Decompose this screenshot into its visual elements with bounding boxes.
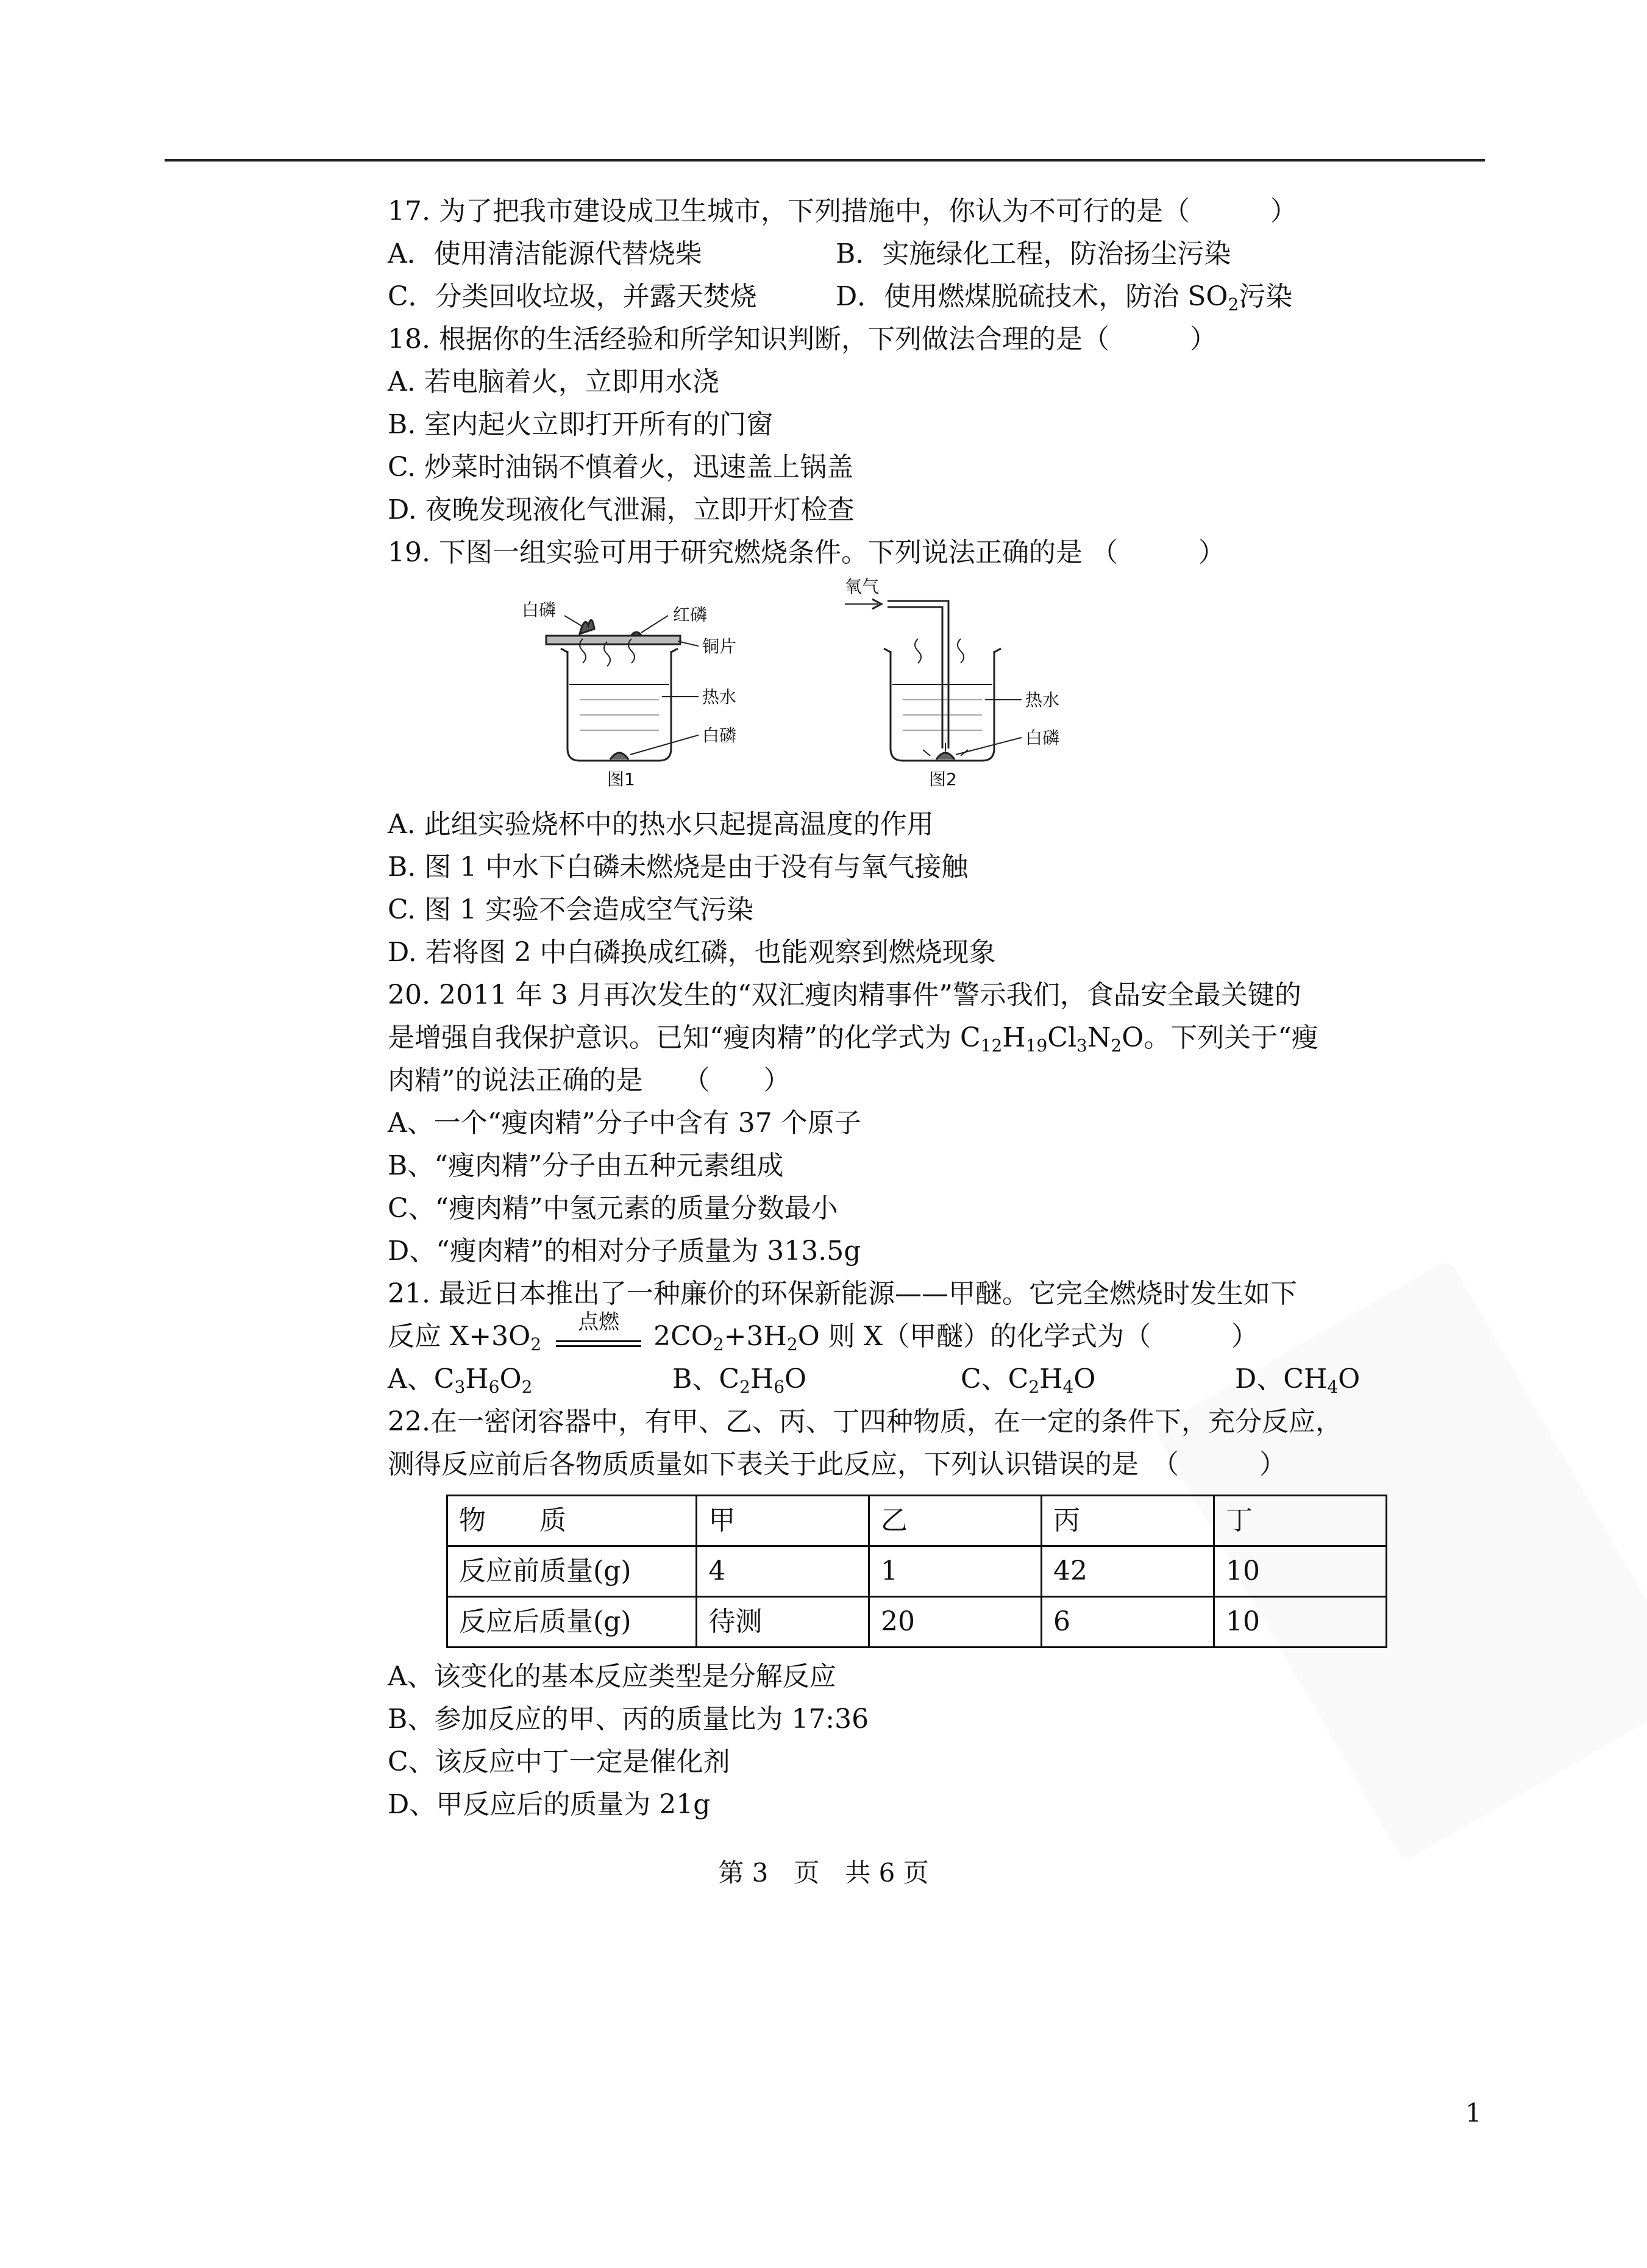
question-22-option-d: D、甲反应后的质量为 21g [388,1789,711,1820]
question-21-option-d: D、$CH_4O$ [1235,1363,1361,1397]
question-17 [388,190,1387,318]
burning-white-phosphorus [580,620,594,634]
reaction-condition-arrow [556,1309,641,1354]
question-20 [388,974,1387,1273]
table-cell: 42 [1041,1546,1214,1597]
question-17-option-c: C．分类回收垃圾，并露天焚烧 [388,281,757,312]
table-header-cell: 丁 [1214,1496,1386,1546]
table-cell: 4 [697,1546,869,1597]
question-22-option-c: C、该反应中丁一定是催化剂 [388,1746,730,1777]
table-cell: 待测 [697,1597,869,1648]
question-17-option-b: B．实施绿化工程，防治扬尘污染 [836,238,1231,269]
question-21 [388,1273,1387,1401]
header-rule [165,159,1485,162]
caption-figure-2: 图2 [929,769,957,789]
question-21-option-a: A、$C_3H_6O_2$ [388,1363,533,1397]
beaker-1 [567,651,671,761]
label-white-phosphorus-top: 白磷 [522,600,557,620]
question-18-stem: 18. 根据你的生活经验和所学知识判断，下列做法合理的是（ ） [388,324,1217,355]
question-22 [388,1401,1387,1826]
caption-figure-1: 图1 [607,769,635,789]
question-20-option-b: B、“瘦肉精”分子由五种元素组成 [388,1150,784,1181]
question-22-option-b: B、参加反应的甲、丙的质量比为 17:36 [388,1704,869,1735]
question-19-stem: 19. 下图一组实验可用于研究燃烧条件。下列说法正确的是 （ ） [388,537,1225,568]
question-20-stem-line1: 20. 2011 年 3 月再次发生的“双汇瘦肉精事件”警示我们，食品安全最关键的 [388,979,1301,1011]
page-number: 1 [1465,2098,1482,2128]
question-20-option-c: C、“瘦肉精”中氢元素的质量分数最小 [388,1193,838,1224]
label-red-phosphorus: 红磷 [673,605,708,625]
table-cell: 反应后质量(g) [447,1597,697,1648]
figure-2-apparatus [845,599,1022,761]
question-19 [388,531,1387,974]
question-18-option-c: C. 炒菜时油锅不慎着火，迅速盖上锅盖 [388,452,854,483]
table-header-row [447,1496,1387,1546]
question-21-reaction-equation: 反应 $X+3O_2$ 点燃 $2CO_2+3H_2O$ 则 X（甲醚）的化学式为（ ） [388,1309,1259,1354]
question-20-option-d: D、“瘦肉精”的相对分子质量为 313.5g [388,1235,861,1267]
question-18-option-a: A. 若电脑着火，立即用水浇 [388,366,719,397]
table-header-cell: 甲 [697,1496,869,1546]
combustion-experiment-figure [388,578,1387,797]
question-20-stem-line3: 肉精”的说法正确的是 （ ） [388,1065,791,1096]
mass-data-table [446,1495,1387,1648]
table-cell: 10 [1214,1546,1386,1597]
question-20-stem-line2: 是增强自我保护意识。已知“瘦肉精”的化学式为 $C_{12}H_{19}Cl_3N_2O$。下列关于“瘦 [388,1022,1318,1056]
question-19-option-d: D. 若将图 2 中白磷换成红磷，也能观察到燃烧现象 [388,937,996,968]
table-cell: 10 [1214,1597,1386,1648]
question-19-option-c: C. 图 1 实验不会造成空气污染 [388,894,754,925]
table-header-cell: 物 质 [447,1496,697,1546]
question-17-option-a: A．使用清洁能源代替烧柴 [388,238,702,269]
table-cell: 20 [869,1597,1041,1648]
question-18-option-d: D. 夜晚发现液化气泄漏，立即开灯检查 [388,494,855,525]
label-white-phosphorus-bottom: 白磷 [702,725,737,745]
question-21-stem-line1: 21. 最近日本推出了一种廉价的环保新能源——甲醚。它完全燃烧时发生如下 [388,1278,1297,1309]
reaction-condition: 点燃 [578,1309,620,1334]
table-cell: 1 [869,1546,1041,1597]
table-cell: 反应前质量(g) [447,1546,697,1597]
question-22-option-a: A、该变化的基本反应类型是分解反应 [388,1661,836,1692]
question-21-option-c: C、$C_2H_4O$ [961,1363,1096,1397]
label-hot-water-1: 热水 [702,687,737,707]
question-19-option-a: A. 此组实验烧杯中的热水只起提高温度的作用 [388,809,934,840]
label-oxygen: 氧气 [845,578,880,597]
table-row [447,1546,1387,1597]
question-19-option-b: B. 图 1 中水下白磷未燃烧是由于没有与氧气接触 [388,851,969,883]
question-18 [388,318,1387,531]
white-phosphorus-underwater [610,753,628,759]
oxygen-tube [888,601,948,748]
question-22-stem-line2: 测得反应前后各物质质量如下表关于此反应，下列认识错误的是 （ ） [388,1449,1286,1480]
copper-sheet [546,636,680,644]
red-phosphorus [631,632,641,635]
table-cell: 6 [1041,1597,1214,1648]
question-20-option-a: A、一个“瘦肉精”分子中含有 37 个原子 [388,1107,861,1139]
label-hot-water-2: 热水 [1025,690,1060,710]
table-header-cell: 乙 [869,1496,1041,1546]
question-22-stem-line1: 22.在一密闭容器中，有甲、乙、丙、丁四种物质，在一定的条件下，充分反应， [388,1406,1342,1437]
question-17-option-d: D．使用燃煤脱硫技术，防治 $SO_2$污染 [836,281,1293,315]
label-copper-sheet: 铜片 [702,636,737,656]
table-row [447,1597,1387,1648]
page-footer: 第 3 页 共 6 页 [718,1858,929,1888]
question-21-option-b: B、$C_2H_6O$ [672,1363,807,1397]
question-content [388,190,1387,1826]
label-white-phosphorus-2: 白磷 [1025,728,1060,748]
experiment-diagram [522,578,1131,791]
question-18-option-b: B. 室内起火立即打开所有的门窗 [388,409,774,440]
table-header-cell: 丙 [1041,1496,1214,1546]
white-phosphorus-fig2 [936,753,955,759]
question-17-stem: 17. 为了把我市建设成卫生城市，下列措施中，你认为不可行的是（ ） [388,196,1297,227]
figure-1-apparatus [546,616,699,761]
